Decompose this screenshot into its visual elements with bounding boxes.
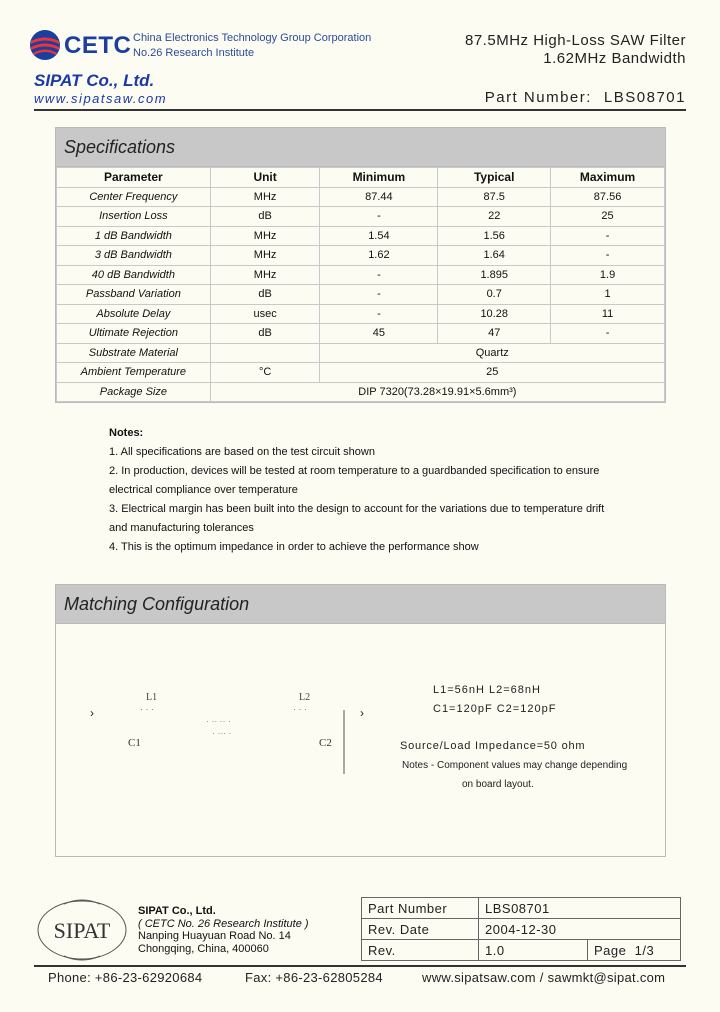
specifications-section [55, 127, 666, 403]
page-label: Page [594, 942, 627, 958]
param-cell: Center Frequency [57, 187, 211, 207]
param-cell: Substrate Material [57, 343, 211, 363]
rev-label-cell: Rev. [362, 940, 479, 961]
table-row [362, 919, 681, 940]
table-row [362, 940, 681, 961]
institute-name: No.26 Research Institute [133, 47, 255, 59]
value-cell: DIP 7320(73.28×19.91×5.6mm³) [210, 382, 664, 402]
capacitor-values: C1=120pF C2=120pF [433, 703, 557, 715]
param-cell: 1 dB Bandwidth [57, 226, 211, 246]
l2-label: L2 [299, 692, 311, 703]
table-row [57, 304, 665, 324]
table-row [57, 324, 665, 344]
footer-address-line2: Chongqing, China, 400060 [138, 942, 269, 955]
part-number-value: LBS08701 [603, 89, 686, 106]
cetc-logo-text: CETC [64, 32, 132, 59]
max-cell: 11 [551, 304, 665, 324]
rev-value-cell: 1.0 [479, 940, 588, 961]
typ-cell: 1.895 [438, 265, 551, 285]
unit-cell: dB [210, 285, 320, 305]
param-cell: Passband Variation [57, 285, 211, 305]
matching-note-line2: on board layout. [462, 779, 534, 790]
note-line: electrical compliance over temperature [109, 484, 298, 496]
fax-text: Fax: +86-23-62805284 [245, 970, 383, 985]
typ-cell: 1.64 [438, 246, 551, 266]
col-header: Typical [438, 168, 551, 188]
footer-address [138, 905, 309, 955]
c1-label: C1 [128, 737, 141, 749]
note-line: 4. This is the optimum impedance in order to achieve the performance show [109, 541, 479, 553]
param-cell: Package Size [57, 382, 211, 402]
product-title: 87.5MHz High-Loss SAW Filter [465, 32, 686, 49]
table-row [57, 382, 665, 402]
min-cell: 87.44 [320, 187, 438, 207]
col-header: Minimum [320, 168, 438, 188]
typ-cell: 47 [438, 324, 551, 344]
unit-cell [210, 343, 320, 363]
cetc-globe-logo [28, 28, 62, 62]
matching-title: Matching Configuration [56, 585, 665, 624]
max-cell: - [551, 226, 665, 246]
min-cell: 1.54 [320, 226, 438, 246]
footer-divider [34, 965, 686, 967]
rev-label-cell: Part Number [362, 898, 479, 919]
unit-cell: MHz [210, 187, 320, 207]
min-cell: 1.62 [320, 246, 438, 266]
footer-logo-text: SIPAT [53, 918, 111, 943]
unit-cell: °C [210, 363, 320, 383]
impedance-text: Source/Load Impedance=50 ohm [400, 740, 586, 752]
table-row [57, 343, 665, 363]
table-row [57, 363, 665, 383]
table-header-row [57, 168, 665, 188]
rev-value-cell: LBS08701 [479, 898, 681, 919]
output-arrow: › [360, 706, 364, 720]
footer-company: SIPAT Co., Ltd. [138, 905, 216, 917]
phone-text: Phone: +86-23-62920684 [48, 970, 203, 985]
table-row [57, 226, 665, 246]
table-row [57, 207, 665, 227]
specifications-table [56, 167, 665, 402]
saw-filter-symbol: · ·∙· · [212, 728, 232, 738]
rev-value-cell: 2004-12-30 [479, 919, 681, 940]
typ-cell: 22 [438, 207, 551, 227]
param-cell: 40 dB Bandwidth [57, 265, 211, 285]
saw-filter-symbol: · ·∙ ·· · [206, 716, 231, 726]
col-header: Parameter [57, 168, 211, 188]
c2-label: C2 [319, 737, 332, 749]
specifications-title: Specifications [56, 128, 665, 167]
param-cell: Ultimate Rejection [57, 324, 211, 344]
input-arrow: › [90, 706, 94, 720]
note-line: and manufacturing tolerances [109, 522, 254, 534]
table-row [57, 285, 665, 305]
inductor-values: L1=56nH L2=68nH [433, 684, 541, 696]
param-cell: Insertion Loss [57, 207, 211, 227]
unit-cell: MHz [210, 265, 320, 285]
page-cell [588, 940, 681, 961]
company-name: SIPAT Co., Ltd. [34, 71, 155, 90]
sipat-footer-logo [34, 898, 130, 962]
l2-symbol: · · · [293, 704, 307, 714]
min-cell: 45 [320, 324, 438, 344]
col-header: Maximum [551, 168, 665, 188]
notes-block [109, 424, 604, 557]
rev-label-cell: Rev. Date [362, 919, 479, 940]
param-cell: Ambient Temperature [57, 363, 211, 383]
page-value: 1/3 [634, 942, 655, 958]
header-divider [34, 109, 686, 111]
typ-cell: 10.28 [438, 304, 551, 324]
col-header: Unit [210, 168, 320, 188]
unit-cell: MHz [210, 226, 320, 246]
note-line: 1. All specifications are based on the test circuit shown [109, 446, 375, 458]
max-cell: - [551, 324, 665, 344]
contact-line [48, 970, 688, 985]
notes-title: Notes: [109, 427, 144, 439]
max-cell: - [551, 246, 665, 266]
typ-cell: 1.56 [438, 226, 551, 246]
note-line: 2. In production, devices will be tested at room temperature to a guardbanded specification to ensure [109, 465, 600, 477]
typ-cell: 87.5 [438, 187, 551, 207]
product-subtitle: 1.62MHz Bandwidth [543, 50, 686, 67]
company-website[interactable]: www.sipatsaw.com [34, 91, 168, 106]
matching-circuit-diagram [56, 624, 386, 856]
min-cell: - [320, 285, 438, 305]
part-number-header [485, 89, 686, 106]
note-line: 3. Electrical margin has been built into the design to account for the variations due to temperature drift [109, 503, 605, 515]
param-cell: Absolute Delay [57, 304, 211, 324]
unit-cell: MHz [210, 246, 320, 266]
part-number-label: Part Number: [484, 89, 592, 106]
matching-body [56, 624, 665, 856]
table-row [57, 246, 665, 266]
unit-cell: usec [210, 304, 320, 324]
matching-note-line1: Notes - Component values may change depending [402, 760, 628, 771]
min-cell: - [320, 304, 438, 324]
min-cell: - [320, 265, 438, 285]
l1-symbol: · · · [140, 704, 154, 714]
unit-cell: dB [210, 324, 320, 344]
param-cell: 3 dB Bandwidth [57, 246, 211, 266]
unit-cell: dB [210, 207, 320, 227]
footer-institute: ( CETC No. 26 Research Institute ) [138, 917, 309, 930]
value-cell: 25 [320, 363, 665, 383]
typ-cell: 0.7 [438, 285, 551, 305]
max-cell: 1 [551, 285, 665, 305]
value-cell: Quartz [320, 343, 665, 363]
max-cell: 87.56 [551, 187, 665, 207]
table-row [57, 187, 665, 207]
org-name: China Electronics Technology Group Corporation [133, 32, 372, 44]
table-row [362, 898, 681, 919]
table-row [57, 265, 665, 285]
web-email-text[interactable]: www.sipatsaw.com / sawmkt@sipat.com [422, 970, 666, 985]
revision-table [361, 897, 681, 961]
max-cell: 1.9 [551, 265, 665, 285]
max-cell: 25 [551, 207, 665, 227]
l1-label: L1 [146, 692, 158, 703]
min-cell: - [320, 207, 438, 227]
matching-section [55, 584, 666, 857]
footer-address-line1: Nanping Huayuan Road No. 14 [138, 930, 291, 942]
